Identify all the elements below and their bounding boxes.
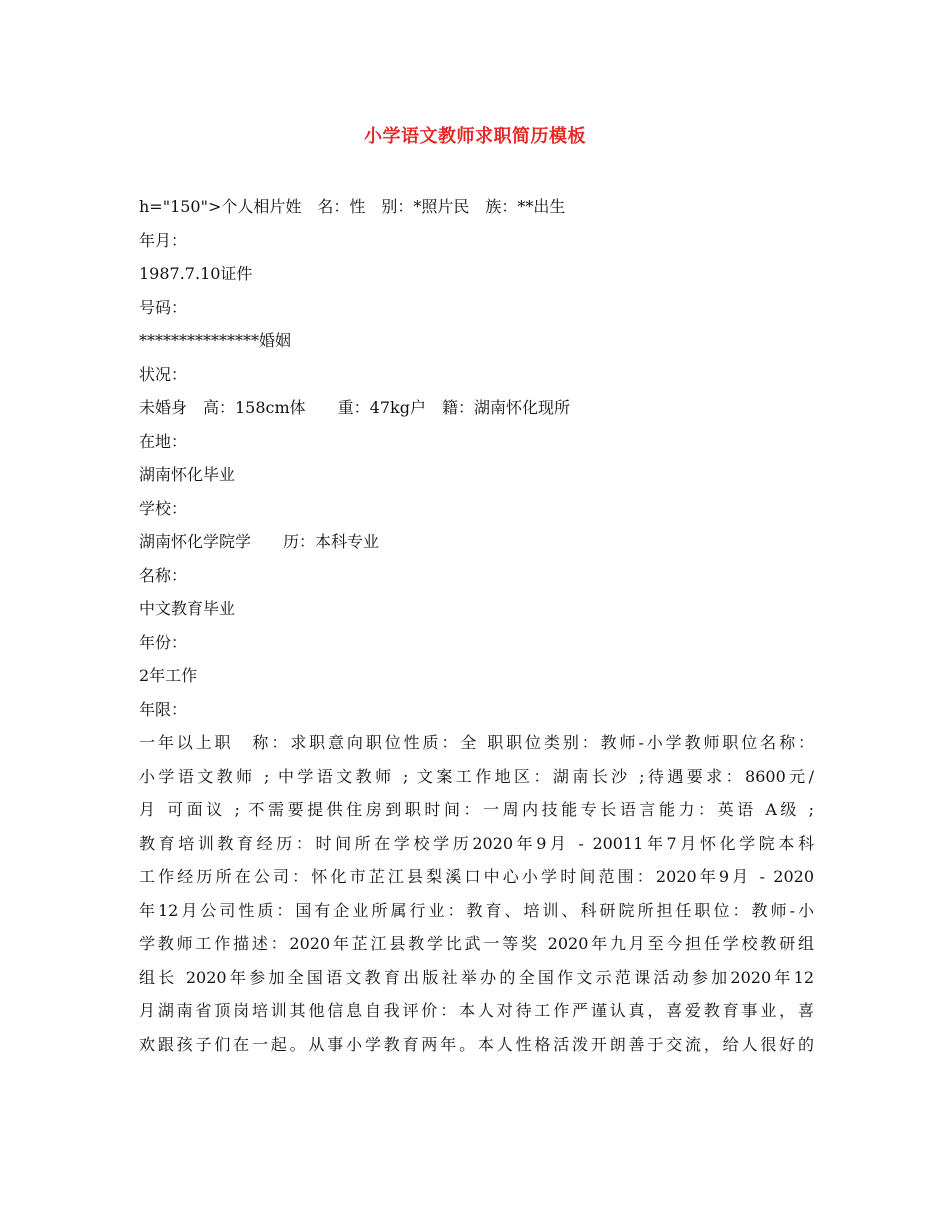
body-line: 学校：	[139, 498, 188, 518]
body-line: 名称：	[139, 565, 188, 585]
body-line: 号码：	[139, 297, 188, 317]
body-line: 状况：	[139, 364, 188, 384]
body-line: 年12月公司性质：国有企业所属行业：教育、培训、科研院所担任职位：教师-小	[139, 900, 814, 920]
body-line: 学教师工作描述：2020年芷江县教学比武一等奖 2020年九月至今担任学校教研组	[139, 934, 814, 953]
body-line: 一年以上职 称：求职意向职位性质：全 职职位类别：教师-小学教师职位名称：	[139, 733, 814, 752]
body-line: 小学语文教师 ; 中学语文教师 ; 文案工作地区：湖南长沙 ;待遇要求：8600元/	[139, 766, 814, 786]
body-line: 欢跟孩子们在一起。从事小学教育两年。本人性格活泼开朗善于交流，给人很好的	[139, 1034, 814, 1054]
body-line: 年份：	[139, 632, 188, 652]
body-line: 工作经历所在公司：怀化市芷江县梨溪口中心小学时间范围：2020年9月 - 2020	[139, 867, 814, 886]
body-line: 在地：	[139, 431, 188, 451]
body-line: 教育培训教育经历：时间所在学校学历2020年9月 - 20011年7月怀化学院本科	[139, 833, 814, 853]
body-line: 中文教育毕业	[139, 599, 236, 618]
body-line: 湖南怀化毕业	[139, 465, 236, 484]
body-line: ***************婚姻	[139, 331, 292, 350]
body-line: 年月：	[139, 230, 188, 250]
body-line: h="150">个人相片姓 名：性 别：*照片民 族：**出生	[139, 197, 566, 216]
body-line: 1987.7.10证件	[139, 264, 253, 283]
body-line: 湖南怀化学院学 历：本科专业	[139, 532, 380, 551]
body-line: 未婚身 高：158cm体 重：47kg户 籍：湖南怀化现所	[139, 398, 570, 417]
body-line: 月 可面议 ; 不需要提供住房到职时间：一周内技能专长语言能力：英语 A级 ;	[139, 800, 814, 819]
body-line: 组长 2020年参加全国语文教育出版社举办的全国作文示范课活动参加2020年12	[139, 967, 814, 987]
body-line: 年限：	[139, 699, 188, 719]
body-line: 月湖南省顶岗培训其他信息自我评价：本人对待工作严谨认真，喜爱教育事业，喜	[139, 1001, 814, 1020]
body-line: 2年工作	[139, 666, 198, 685]
document-body	[139, 193, 814, 1064]
document-title: 小学语文教师求职简历模板	[364, 126, 586, 147]
